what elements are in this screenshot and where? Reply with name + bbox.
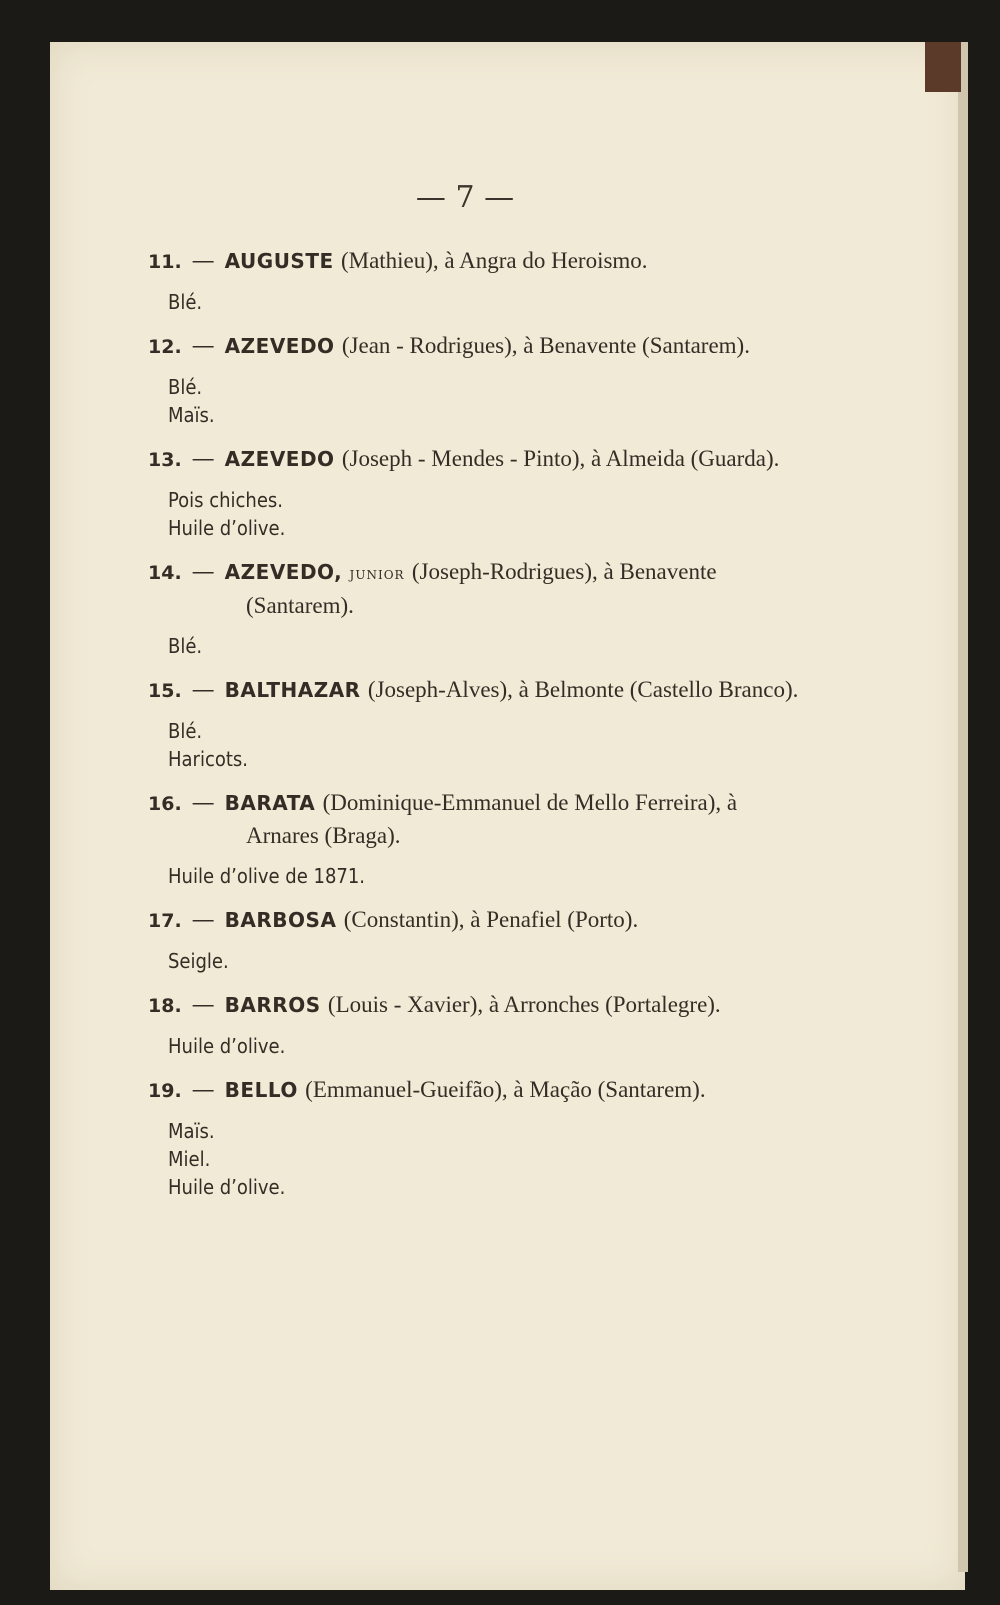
entry-name: BARATA [224, 791, 316, 815]
entry-details: (Constantin), à Penafiel (Porto). [343, 907, 639, 932]
entry-dash: — [191, 790, 215, 816]
list-item [148, 556, 808, 660]
product-item: Miel. [168, 1147, 211, 1171]
entry-dash: — [191, 559, 215, 585]
list-item [148, 245, 808, 316]
list-item [148, 1074, 808, 1201]
product-item: Pois chiches. [168, 488, 283, 512]
product-item: Huile d’olive. [168, 1175, 286, 1199]
entry-number: 16. [148, 793, 182, 815]
product-list [148, 1117, 808, 1201]
list-item [148, 330, 808, 429]
entry-name: AUGUSTE [224, 249, 334, 273]
entry-number: 12. [148, 336, 182, 358]
list-item [148, 787, 808, 890]
entry-number: 17. [148, 910, 182, 932]
entry-name: BARROS [224, 993, 321, 1017]
entry-number: 15. [148, 680, 182, 702]
entry-heading [148, 443, 808, 476]
entry-number: 13. [148, 449, 182, 471]
entry-name: BARBOSA [224, 908, 337, 932]
entry-heading [148, 989, 808, 1022]
entry-details: (Mathieu), à Angra do Heroismo. [340, 248, 648, 273]
product-item: Maïs. [168, 403, 215, 427]
entry-suffix: junior [349, 564, 405, 584]
entry-number: 11. [148, 251, 182, 273]
product-list [148, 862, 808, 890]
product-item: Seigle. [168, 949, 229, 973]
product-item: Blé. [168, 375, 203, 399]
entry-number: 14. [148, 562, 182, 584]
entry-dash: — [191, 992, 215, 1018]
entry-details: (Jean - Rodrigues), à Benavente (Santarem). [341, 333, 750, 358]
product-item: Haricots. [168, 747, 248, 771]
product-item: Blé. [168, 634, 203, 658]
entry-dash: — [191, 248, 215, 274]
product-list [148, 1032, 808, 1060]
product-list [148, 373, 808, 429]
product-item: Blé. [168, 719, 203, 743]
entry-details: (Emmanuel-Gueifão), à Mação (Santarem). [305, 1077, 706, 1102]
entry-details: (Louis - Xavier), à Arronches (Portalegre). [327, 992, 721, 1017]
entry-heading [148, 787, 808, 852]
entry-heading [148, 245, 808, 278]
entry-dash: — [191, 333, 215, 359]
product-item: Maïs. [168, 1119, 215, 1143]
product-item: Blé. [168, 290, 203, 314]
product-list [148, 486, 808, 542]
product-item: Huile d’olive de 1871. [168, 864, 366, 888]
entry-name: AZEVEDO, [224, 560, 343, 584]
entry-dash: — [191, 907, 215, 933]
binding-tab [925, 42, 961, 92]
product-item: Huile d’olive. [168, 516, 286, 540]
entry-heading [148, 330, 808, 363]
entry-heading [148, 1074, 808, 1107]
entry-name: BELLO [224, 1078, 298, 1102]
list-item [148, 904, 808, 975]
entry-name: BALTHAZAR [224, 678, 361, 702]
entry-heading [148, 674, 808, 707]
page-edge [958, 42, 968, 1572]
entry-name: AZEVEDO [224, 334, 335, 358]
page-number: — 7 — [415, 180, 515, 215]
product-list [148, 632, 808, 660]
entry-list [148, 245, 808, 1215]
entry-heading [148, 556, 808, 622]
list-item [148, 674, 808, 773]
entry-details: (Joseph-Alves), à Belmonte (Castello Branco). [367, 677, 799, 702]
product-item: Huile d’olive. [168, 1034, 286, 1058]
entry-dash: — [191, 677, 215, 703]
list-item [148, 443, 808, 542]
entry-dash: — [191, 446, 215, 472]
product-list [148, 717, 808, 773]
entry-heading [148, 904, 808, 937]
entry-number: 18. [148, 995, 182, 1017]
entry-name: AZEVEDO [224, 447, 335, 471]
product-list [148, 947, 808, 975]
entry-details: (Joseph-Rodrigues), à Benavente (Santarem). [246, 559, 717, 618]
entry-details: (Dominique-Emmanuel de Mello Ferreira), à Arnares (Braga). [246, 790, 738, 848]
list-item [148, 989, 808, 1060]
entry-number: 19. [148, 1080, 182, 1102]
product-list [148, 288, 808, 316]
entry-dash: — [191, 1077, 215, 1103]
entry-details: (Joseph - Mendes - Pinto), à Almeida (Guarda). [341, 446, 780, 471]
